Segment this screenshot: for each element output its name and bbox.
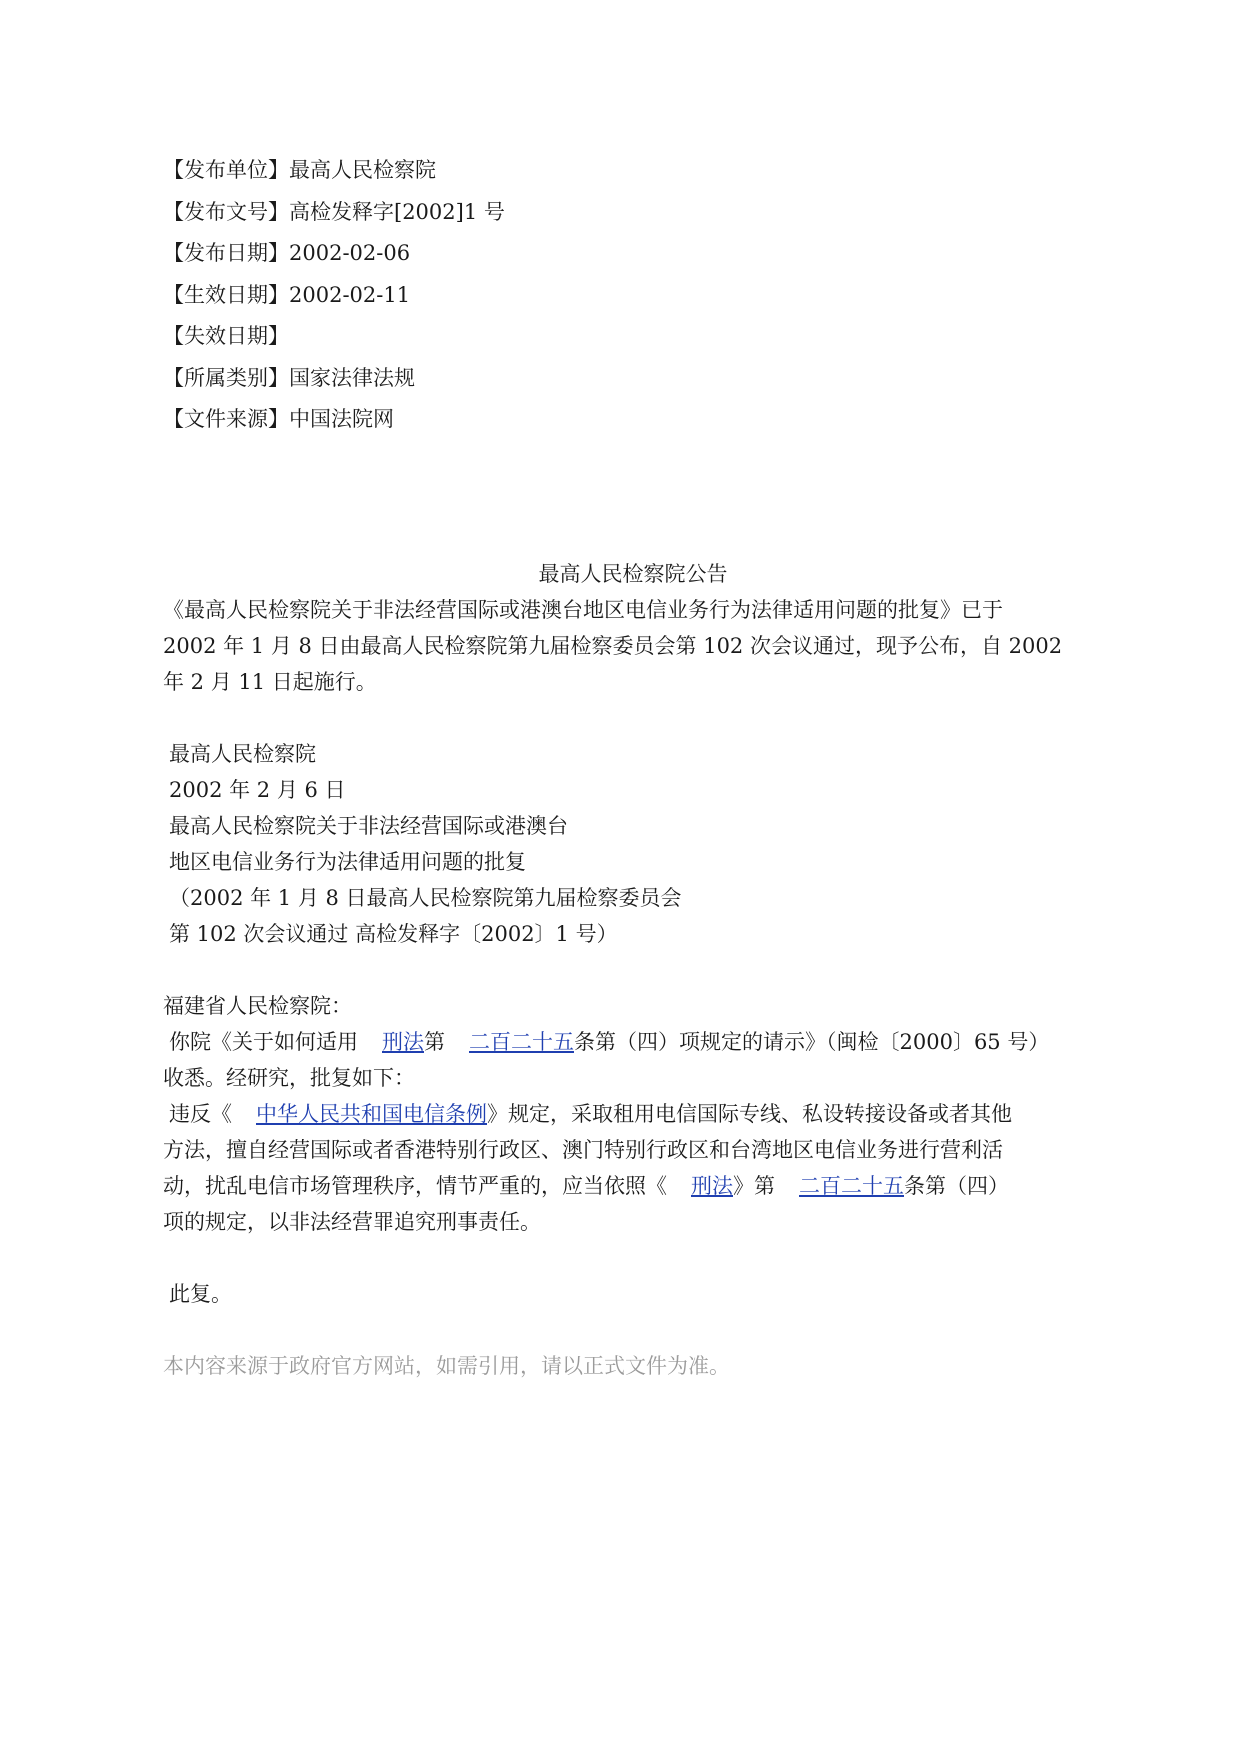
spacer — [163, 1312, 1103, 1348]
meta-label: 【发布文号】 — [163, 199, 289, 224]
reply-paragraph-1-line-2: 收悉。经研究，批复如下： — [163, 1065, 415, 1090]
text-run: 条第（四）项规定的请示》（闽检〔2000〕65 号） — [574, 1029, 1050, 1054]
meta-row-source — [163, 399, 1103, 441]
text-run: 第 — [424, 1029, 445, 1054]
reply-paragraph-2-line-2: 方法，擅自经营国际或者香港特别行政区、澳门特别行政区和台湾地区电信业务进行营利活 — [163, 1137, 1003, 1162]
text-run: 条第（四） — [904, 1173, 1009, 1198]
signature-org: 最高人民检察院 — [169, 741, 316, 766]
reply-paragraph-1-line-1 — [163, 1024, 1103, 1060]
meta-label: 【失效日期】 — [163, 324, 289, 348]
link-telecom-regulations[interactable]: 中华人民共和国电信条例 — [256, 1101, 487, 1126]
meta-label: 【发布单位】 — [163, 158, 289, 182]
signature-block — [163, 736, 1103, 952]
reply-title-line: 最高人民检察院关于非法经营国际或港澳台 — [169, 813, 568, 838]
spacer — [163, 952, 1103, 988]
reply-title-line: 地区电信业务行为法律适用问题的批复 — [169, 849, 526, 874]
announcement-line: 2002 年 1 月 8 日由最高人民检察院第九届检察委员会第 102 次会议通过，现予公布，自 2002 — [163, 633, 1063, 658]
meta-row-effective-date — [163, 275, 1103, 317]
meta-row-category — [163, 358, 1103, 400]
meta-row-issue-date — [163, 233, 1103, 275]
reply-paragraph-2-line-3 — [163, 1168, 1103, 1204]
source-disclaimer: 本内容来源于政府官方网站，如需引用，请以正式文件为准。 — [163, 1353, 730, 1378]
meta-label: 【生效日期】 — [163, 282, 289, 307]
link-article-225[interactable]: 二百二十五 — [799, 1173, 904, 1198]
meta-row-issuer — [163, 150, 1103, 192]
reply-note-line: （2002 年 1 月 8 日最高人民检察院第九届检察委员会 — [169, 885, 682, 910]
spacer — [163, 441, 1103, 556]
meta-row-doc-number — [163, 192, 1103, 234]
meta-label: 【所属类别】 — [163, 365, 289, 390]
reply-paragraph-2-line-4: 项的规定，以非法经营罪追究刑事责任。 — [163, 1209, 541, 1234]
link-criminal-law[interactable]: 刑法 — [691, 1173, 733, 1198]
text-run: 动，扰乱电信市场管理秩序，情节严重的，应当依照《 — [163, 1173, 667, 1198]
announcement-body — [163, 592, 1103, 700]
announcement-line: 《最高人民检察院关于非法经营国际或港澳台地区电信业务行为法律适用问题的批复》已于 — [163, 597, 1003, 622]
text-run: 》规定，采取租用电信国际专线、私设转接设备或者其他 — [487, 1101, 1012, 1126]
meta-value: 高检发释字[2002]1 号 — [289, 199, 505, 224]
meta-value: 2002-02-06 — [289, 241, 411, 265]
reply-closing: 此复。 — [169, 1281, 232, 1306]
spacer — [163, 700, 1103, 736]
meta-value: 中国法院网 — [289, 407, 394, 431]
link-article-225[interactable]: 二百二十五 — [469, 1029, 574, 1054]
text-run: 》第 — [733, 1173, 775, 1198]
spacer — [163, 1240, 1103, 1276]
announcement-line: 年 2 月 11 日起施行。 — [163, 669, 377, 694]
meta-value: 最高人民检察院 — [289, 158, 436, 182]
meta-block — [163, 150, 1103, 441]
meta-label: 【文件来源】 — [163, 407, 289, 431]
document-page — [163, 150, 1103, 1384]
meta-value: 2002-02-11 — [289, 282, 411, 307]
reply-addressee: 福建省人民检察院： — [163, 993, 352, 1018]
reply-note-line: 第 102 次会议通过 高检发释字〔2002〕1 号） — [169, 921, 618, 946]
reply-body — [163, 988, 1103, 1384]
signature-date: 2002 年 2 月 6 日 — [169, 777, 346, 802]
meta-value: 国家法律法规 — [289, 365, 415, 390]
reply-paragraph-2-line-1 — [163, 1096, 1103, 1132]
meta-row-expiry-date — [163, 316, 1103, 358]
text-run: 你院《关于如何适用 — [169, 1029, 358, 1054]
text-run: 违反《 — [169, 1101, 232, 1126]
announcement-title: 最高人民检察院公告 — [538, 561, 728, 586]
link-criminal-law[interactable]: 刑法 — [382, 1029, 424, 1054]
meta-label: 【发布日期】 — [163, 241, 289, 265]
